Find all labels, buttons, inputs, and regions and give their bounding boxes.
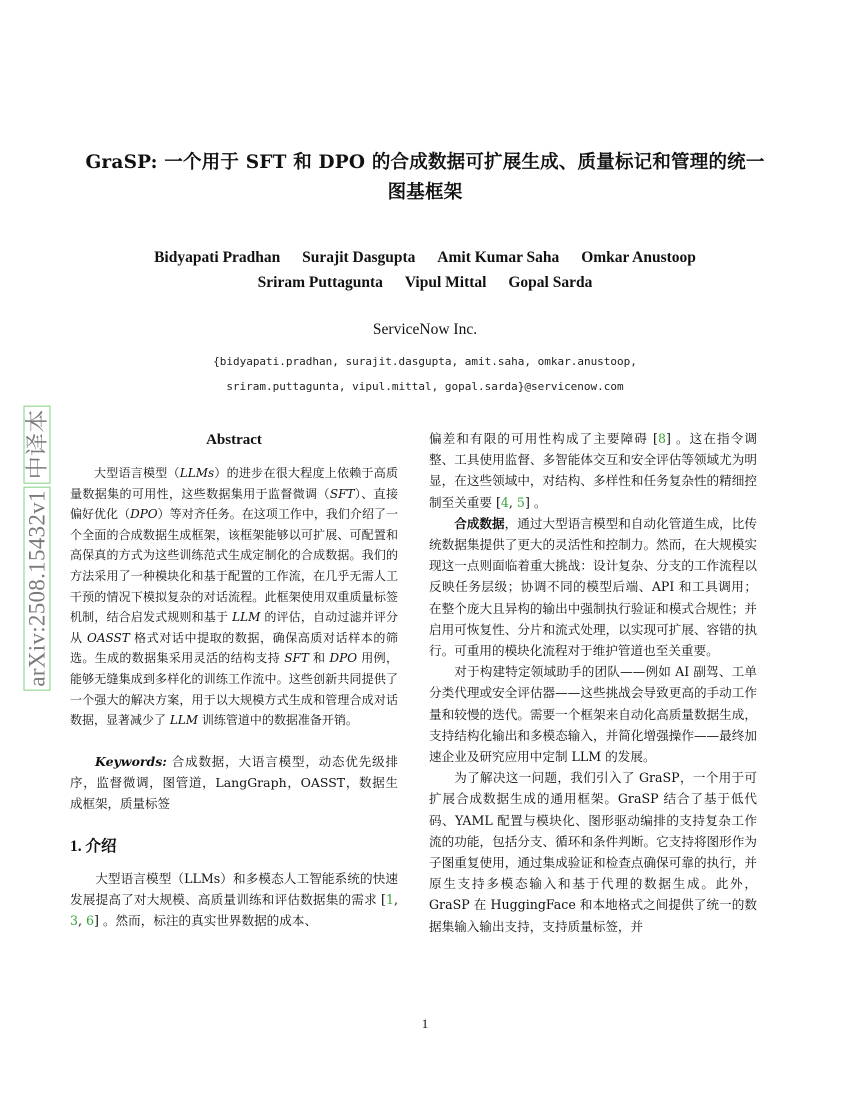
left-column bbox=[70, 428, 398, 931]
section-heading-introduction: 1. 介绍 bbox=[70, 837, 117, 855]
abstract-text: 大型语言模型（LLMs）的进步在很大程度上依赖于高质量数据集的可用性，这些数据集用于监督微调（SFT）、直接偏好优化（DPO）等对齐任务。在这项工作中，我们介绍了一个全面的合成数据生成框架，该框架能够以可扩展、可配置和高保真的方式为这些训练范式生成定制化的合成数据。我们的方法采用了一种模块化和基于配置的工作流，在几乎无需人工干预的情况下模拟复杂的对话流程。此框架使用双重质量标签机制，结合启发式规则和基于 LLM 的评估，自动过滤并评分从 OASST 格式对话中提取的数据，确保高质对话样本的筛选。生成的数据集采用灵活的结构支持 SFT 和 DPO 用例，能够无缝集成到多样化的训练工作流中。这些创新共同提供了一个强大的解决方案，用于以大规模方式生成和管理合成对话数据，显著减少了 LLM 训练管道中的数据准备开销。 bbox=[70, 466, 398, 728]
intro-paragraph: 大型语言模型（LLMs）和多模态人工智能系统的快速发展提高了对大规模、高质量训练和评估数据集的需求 [1, 3, 6] 。然而，标注的真实世界数据的成本、 bbox=[70, 870, 398, 929]
authors-line-2 bbox=[60, 270, 790, 295]
body-paragraph: 合成数据，通过大型语言模型和自动化管道生成，比传统数据集提供了更大的灵活性和控制力。然而，在大规模实现这一点则面临着重大挑战：设计复杂、分支的工作流程以反映任务层级；协调不同的模型后端、API 和工具调用；在整个庞大且异构的输出中强制执行验证和模式合规性；并启用可恢复性、分片和流式处理，以实现可扩展、容错的执行。可重用的模块化流程对于维护管道也至关重要。 bbox=[429, 515, 758, 659]
emails-line-1: {bidyapati.pradhan, surajit.dasgupta, amit.saha, omkar.anustoop, bbox=[213, 355, 637, 368]
keywords bbox=[70, 751, 398, 814]
author-emails bbox=[60, 349, 790, 399]
author: Sriram Puttagunta bbox=[257, 274, 383, 291]
author: Bidyapati Pradhan bbox=[154, 249, 281, 266]
title-line-2: 图基框架 bbox=[387, 182, 463, 203]
authors-line-1 bbox=[60, 245, 790, 270]
emails-line-2: sriram.puttagunta, vipul.mittal, gopal.sarda}@servicenow.com bbox=[226, 380, 624, 393]
keywords-text: 合成数据，大语言模型，动态优先级排序，监督微调，图管道，LangGraph，OASST，数据生成框架，质量标签 bbox=[70, 753, 398, 811]
right-column bbox=[429, 428, 757, 937]
author-list bbox=[60, 245, 790, 295]
title-line-1: GraSP: 一个用于 SFT 和 DPO 的合成数据可扩展生成、质量标记和管理的统一 bbox=[85, 152, 765, 173]
author: Surajit Dasgupta bbox=[302, 249, 416, 266]
body-paragraph: 为了解决这一问题，我们引入了 GraSP，一个用于可扩展合成数据生成的通用框架。GraSP 结合了基于低代码、YAML 配置与模块化、图形驱动编排的支持复杂工作流的功能，包括分支、循环和条件判断。它支持将图形作为子图重复使用，通过集成验证和检查点确保可靠的执行，并原生支持多模态输入和基于代理的数据生成。此外，GraSP 在 HuggingFace 和本地格式之间提供了统一的数据集输入输出支持，支持质量标签，并 bbox=[429, 770, 757, 934]
author: Amit Kumar Saha bbox=[437, 249, 560, 266]
citation-link[interactable]: 1 bbox=[385, 891, 394, 907]
page-number: 1 bbox=[421, 1016, 429, 1031]
citation-link[interactable]: 5 bbox=[516, 494, 525, 510]
citation-link[interactable]: 4 bbox=[500, 494, 509, 510]
author: Omkar Anustoop bbox=[581, 249, 696, 266]
body-paragraph: 对于构建特定领域助手的团队——例如 AI 副驾、工单分类代理或安全评估器——这些挑战会导致更高的手动工作量和较慢的迭代。需要一个框架来自动化高质量数据生成，支持结构化输出和多模态输入，并简化增强操作——最终加速企业及研究应用中定制 LLM 的发展。 bbox=[429, 664, 757, 765]
abstract-heading: Abstract bbox=[206, 432, 262, 448]
affiliation: ServiceNow Inc. bbox=[372, 321, 478, 338]
translation-label-link[interactable]: 中译本 bbox=[24, 405, 51, 483]
author: Gopal Sarda bbox=[508, 274, 593, 291]
paper-title bbox=[60, 148, 790, 208]
citation-link[interactable]: 8 bbox=[657, 431, 666, 446]
citation-link[interactable]: 6 bbox=[86, 913, 95, 929]
body-paragraph: 偏差和有限的可用性构成了主要障碍 [8] 。这在指令调整、工具使用监督、多智能体交互和安全评估等领域尤为明显，在这些领域中，对结构、多样性和任务复杂性的精细控制至关重要 [4, 5] 。 bbox=[429, 431, 757, 510]
keywords-label: Keywords: bbox=[95, 753, 167, 769]
arxiv-stamp bbox=[20, 393, 50, 703]
citation-link[interactable]: 3 bbox=[70, 913, 79, 929]
bold-term: 合成数据 bbox=[454, 515, 505, 531]
arxiv-id-link[interactable]: arXiv:2508.15432v1 bbox=[24, 486, 51, 690]
author: Vipul Mittal bbox=[404, 274, 487, 291]
